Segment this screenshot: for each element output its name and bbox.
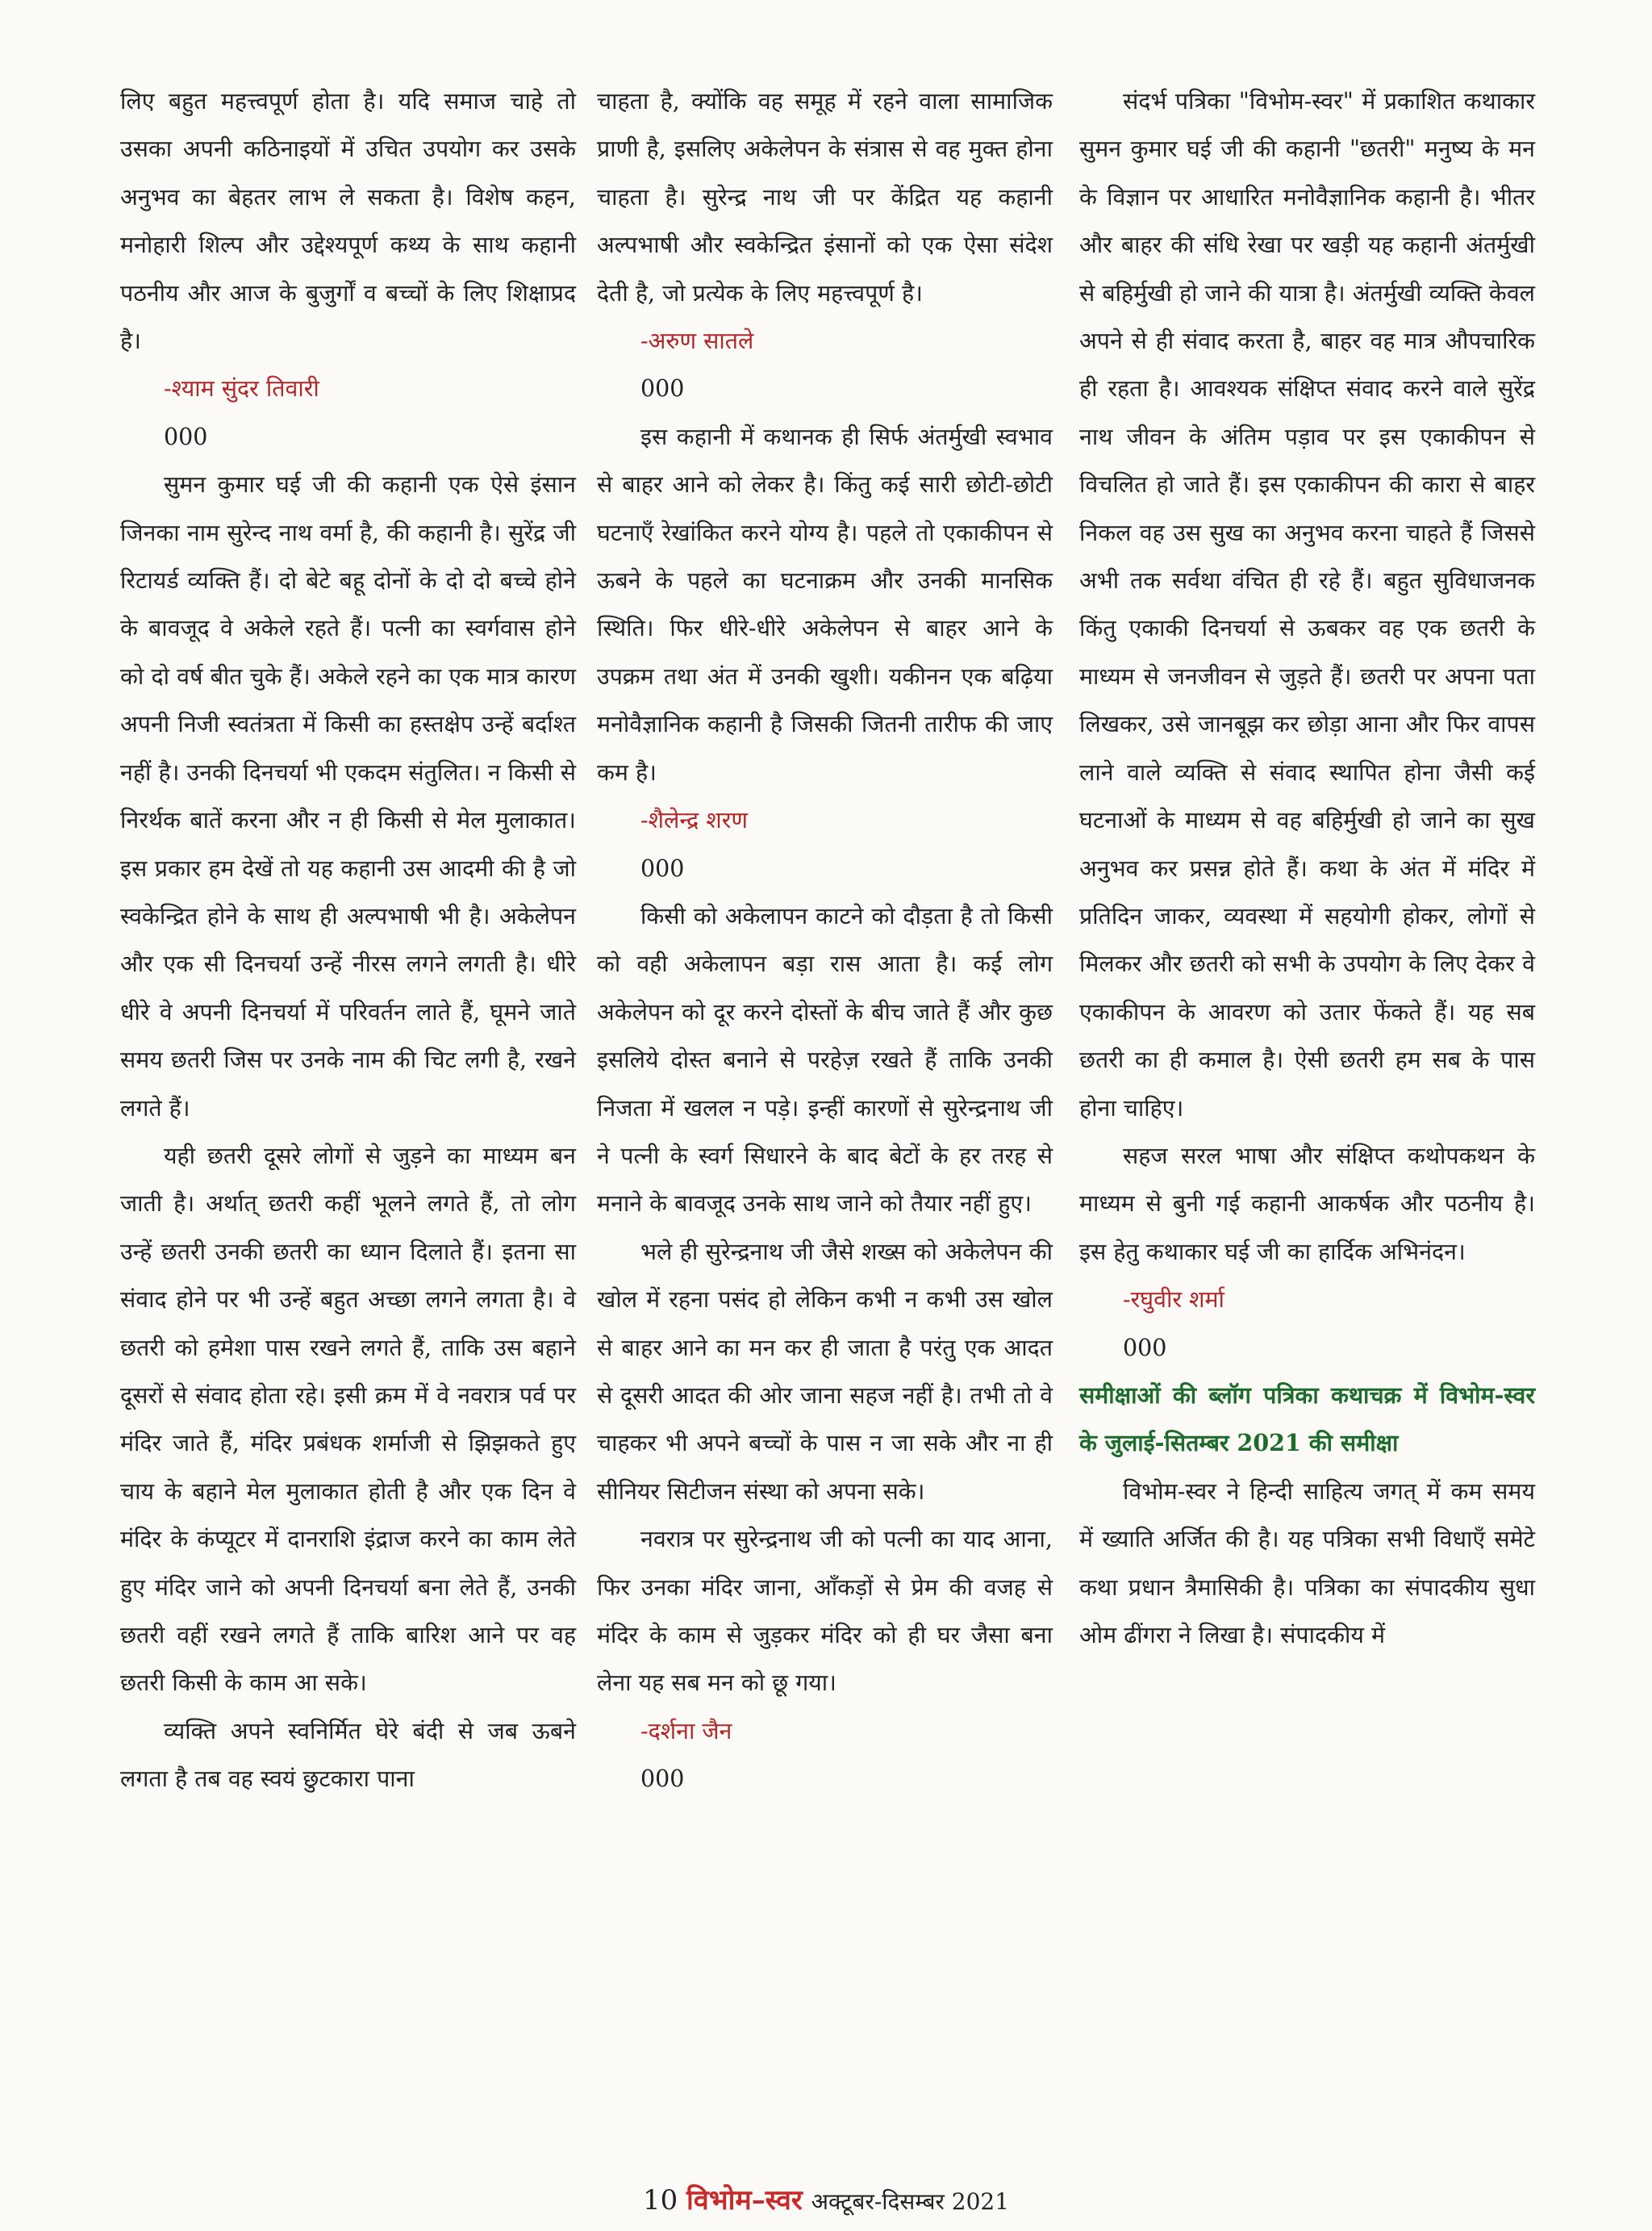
page-number: 10 <box>642 2184 678 2216</box>
magazine-name: विभोम–स्वर <box>686 2184 803 2216</box>
paragraph: किसी को अकेलापन काटने को दौड़ता है तो किसी को वही अकेलापन बड़ा रास आता है। कई लोग अकेलेपन को दूर करने दोस्तों के बीच जाते हैं और कुछ इसलिये दोस्त बनाने से परहेज़ रखते हैं ताकि उनकी निजता में खलल न पड़े। इन्हीं कारणों से सुरेन्द्रनाथ जी ने पत्नी के स्वर्ग सिधारने के बाद बेटों के हर तरह से मनाने के बावजूद उनके साथ जाने को तैयार नहीं हुए। <box>597 902 1053 1218</box>
paragraph: भले ही सुरेन्द्रनाथ जी जैसे शख्स को अकेलेपन की खोल में रहना पसंद हो लेकिन कभी न कभी उस खोल से बाहर आने का मन कर ही जाता है परंतु एक आदत से दूसरी आदत की ओर जाना सहज नहीं है। तभी तो वे चाहकर भी अपने बच्चों के पास न जा सके और ना ही सीनियर सिटीजन संस्था को अपना सके। <box>597 1238 1053 1505</box>
author-signature: -श्याम सुंदर तिवारी <box>164 375 319 403</box>
paragraph: यही छतरी दूसरे लोगों से जुड़ने का माध्यम बन जाती है। अर्थात् छतरी कहीं भूलने लगते हैं, तो लोग उन्हें छतरी उनकी छतरी का ध्यान दिलाते हैं। इतना सा संवाद होने पर भी उन्हें बहुत अच्छा लगने लगता है। वे छतरी को हमेशा पास रखने लगते हैं, ताकि उस बहाने दूसरों से संवाद होता रहे। इसी क्रम में वे नवरात्र पर्व पर मंदिर जाते हैं, मंदिर प्रबंधक शर्माजी से झिझकते हुए चाय के बहाने मेल मुलाकात होती है और एक दिन वे मंदिर के कंप्यूटर में दानराशि इंद्राज करने का काम लेते हुए मंदिर जाने को अपनी दिनचर्या बना लेते हैं, उनकी छतरी वहीं रखने लगते हैं ताकि बारिश आने पर वह छतरी किसी के काम आ सके। <box>120 1142 576 1697</box>
section-separator: 000 <box>1123 1334 1167 1361</box>
text-column-3 <box>1079 77 1535 1659</box>
issue-date: अक्टूबर-दिसम्बर 2021 <box>811 2188 1010 2215</box>
paragraph: व्यक्ति अपने स्वनिर्मित घेरे बंदी से जब ऊबने लगता है तब वह स्वयं छुटकारा पाना <box>120 1717 576 1793</box>
paragraph: इस कहानी में कथानक ही सिर्फ अंतर्मुखी स्वभाव से बाहर आने को लेकर है। किंतु कई सारी छोटी-छोटी घटनाएँ रेखांकित करने योग्य है। पहले तो एकाकीपन से ऊबने के पहले का घटनाक्रम और उनकी मानसिक स्थिति। फिर धीरे-धीरे अकेलेपन से बाहर आने के उपक्रम तथा अंत में उनकी खुशी। यकीनन एक बढ़िया मनोवैज्ञानिक कहानी है जिसकी जितनी तारीफ की जाए कम है। <box>597 423 1053 786</box>
paragraph: चाहता है, क्योंकि वह समूह में रहने वाला सामाजिक प्राणी है, इसलिए अकेलेपन के संत्रास से वह मुक्त होना चाहता है। सुरेन्द्र नाथ जी पर केंद्रित यह कहानी अल्पभाषी और स्वकेन्द्रित इंसानों को एक ऐसा संदेश देती है, जो प्रत्येक के लिए महत्त्वपूर्ण है। <box>597 88 1053 307</box>
author-signature: -अरुण सातले <box>640 328 754 355</box>
paragraph: विभोम-स्वर ने हिन्दी साहित्य जगत् में कम समय में ख्याति अर्जित की है। यह पत्रिका सभी विधाएँ समेटे कथा प्रधान त्रैमासिकी है। पत्रिका का संपादकीय सुधा ओम ढींगरा ने लिखा है। संपादकीय में <box>1079 1477 1535 1648</box>
section-separator: 000 <box>164 423 208 450</box>
paragraph: संदर्भ पत्रिका "विभोम-स्वर" में प्रकाशित कथाकार सुमन कुमार घई जी की कहानी "छतरी" मनुष्य के मन के विज्ञान पर आधारित मनोवैज्ञानिक कहानी है। भीतर और बाहर की संधि रेखा पर खड़ी यह कहानी अंतर्मुखी से बहिर्मुखी हो जाने की यात्रा है। अंतर्मुखी व्यक्ति केवल अपने से ही संवाद करता है, बाहर वह मात्र औपचारिक ही रहता है। आवश्यक संक्षिप्त संवाद करने वाले सुरेंद्र नाथ जीवन के अंतिम पड़ाव पर इस एकाकीपन से विचलित हो जाते हैं। इस एकाकीपन की कारा से बाहर निकल वह उस सुख का अनुभव करना चाहते हैं जिससे अभी तक सर्वथा वंचित ही रहे हैं। बहुत सुविधाजनक किंतु एकाकी दिनचर्या से ऊबकर वह एक छतरी के माध्यम से जनजीवन से जुड़ते हैं। छतरी पर अपना पता लिखकर, उसे जानबूझ कर छोड़ा आना और फिर वापस लाने वाले व्यक्ति से संवाद स्थापित होना जैसी कई घटनाओं के माध्यम से वह बहिर्मुखी हो जाने का सुख अनुभव कर प्रसन्न होते हैं। कथा के अंत में मंदिर में प्रतिदिन जाकर, व्यवस्था में सहयोगी होकर, लोगों से मिलकर और छतरी को सभी के उपयोग के लिए देकर वे एकाकीपन के आवरण को उतार फेंकते हैं। यह सब छतरी का ही कमाल है। ऐसी छतरी हम सब के पास होना चाहिए। <box>1079 88 1535 1122</box>
paragraph: नवरात्र पर सुरेन्द्रनाथ जी को पत्नी का याद आना, फिर उनका मंदिर जाना, आँकड़ों से प्रेम की वजह से मंदिर के काम से जुड़कर मंदिर को ही घर जैसा बना लेना यह सब मन को छू गया। <box>597 1526 1053 1697</box>
section-separator: 000 <box>640 854 685 882</box>
page-footer <box>0 2180 1652 2217</box>
section-separator: 000 <box>640 1765 685 1793</box>
section-separator: 000 <box>640 375 685 403</box>
paragraph: सुमन कुमार घई जी की कहानी एक ऐसे इंसान जिनका नाम सुरेन्द नाथ वर्मा है, की कहानी है। सुरेंद्र जी रिटायर्ड व्यक्ति हैं। दो बेटे बहू दोनों के दो दो बच्चे होने के बावजूद वे अकेले रहते हैं। पत्नी का स्वर्गवास होने को दो वर्ष बीत चुके हैं। अकेले रहने का एक मात्र कारण अपनी निजी स्वतंत्रता में किसी का हस्तक्षेप उन्हें बर्दाश्त नहीं है। उनकी दिनचर्या भी एकदम संतुलित। न किसी से निरर्थक बातें करना और न ही किसी से मेल मुलाकात। इस प्रकार हम देखें तो यह कहानी उस आदमी की है जो स्वकेन्द्रित होने के साथ ही अल्पभाषी भी है। अकेलेपन और एक सी दिनचर्या उन्हें नीरस लगने लगती है। धीरे धीरे वे अपनी दिनचर्या में परिवर्तन लाते हैं, घूमने जाते समय छतरी जिस पर उनके नाम की चिट लगी है, रखने लगते हैं। <box>120 471 576 1122</box>
text-column-2 <box>597 77 1053 1803</box>
author-signature: -रघुवीर शर्मा <box>1123 1286 1224 1314</box>
text-column-1 <box>120 77 576 1803</box>
paragraph: सहज सरल भाषा और संक्षिप्त कथोपकथन के माध्यम से बुनी गई कहानी आकर्षक और पठनीय है। इस हेतु कथाकार घई जी का हार्दिक अभिनंदन। <box>1079 1142 1535 1265</box>
author-signature: -दर्शना जैन <box>640 1717 732 1744</box>
section-heading: समीक्षाओं की ब्लॉग पत्रिका कथाचक्र में विभोम-स्वर के जुलाई-सितम्बर 2021 की समीक्षा <box>1079 1381 1535 1457</box>
author-signature: -शैलेन्द्र शरण <box>640 807 748 834</box>
paragraph: लिए बहुत महत्त्वपूर्ण होता है। यदि समाज चाहे तो उसका अपनी कठिनाइयों में उचित उपयोग कर उसके अनुभव का बेहतर लाभ ले सकता है। विशेष कहन, मनोहारी शिल्प और उद्देश्यपूर्ण कथ्य के साथ कहानी पठनीय और आज के बुजुर्गों व बच्चों के लिए शिक्षाप्रद है। <box>120 88 576 355</box>
